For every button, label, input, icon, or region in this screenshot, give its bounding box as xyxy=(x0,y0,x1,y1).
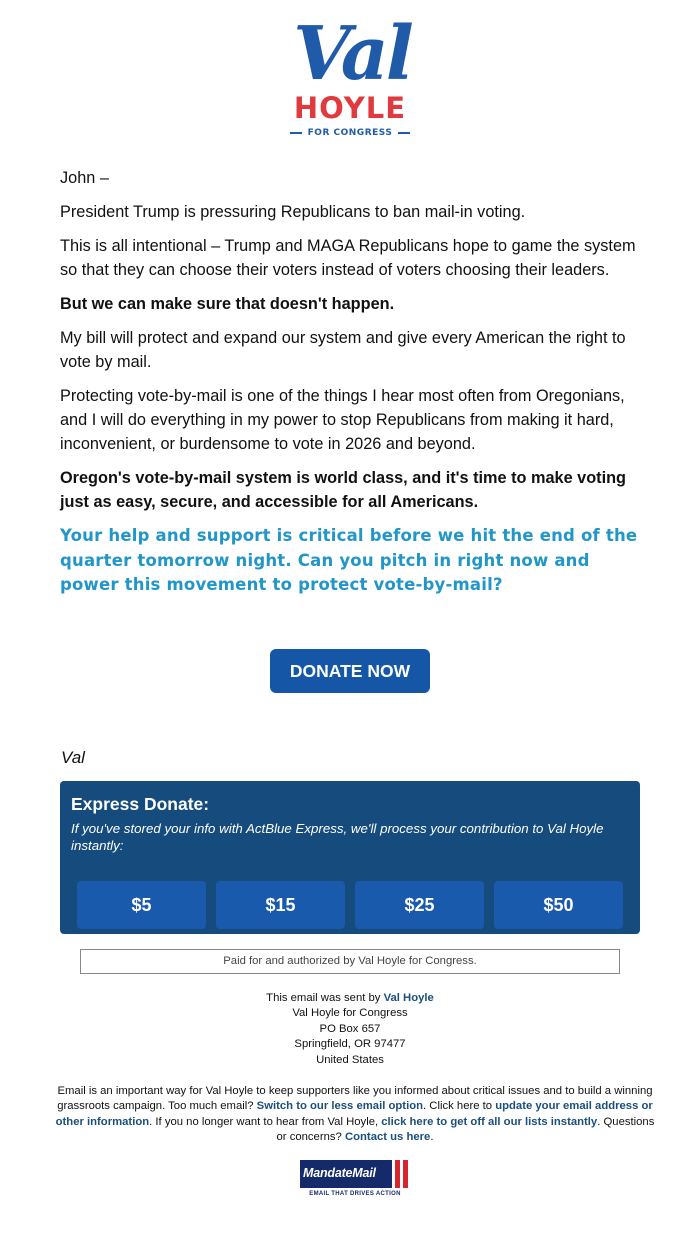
address-line-3: Springfield, OR 97477 xyxy=(294,1038,406,1051)
sent-by-prefix: This email was sent by xyxy=(266,992,381,1004)
paragraph-1: President Trump is pressuring Republicans to ban mail-in voting. xyxy=(60,203,526,221)
contact-link[interactable]: Contact us here xyxy=(344,1131,431,1144)
paragraph-6: Oregon's vote-by-mail system is world class, and it's time to make voting just as easy, secure, and accessible for all Americans. xyxy=(60,469,626,511)
fine-print-text-3: . If you no longer want to hear from Val Hoyle, xyxy=(149,1115,379,1128)
email-body xyxy=(60,166,640,608)
update-info-link[interactable]: update your email address or other information xyxy=(55,1100,653,1128)
mandatemail-name: MandateMail xyxy=(303,1166,376,1180)
signature: Val xyxy=(61,748,85,767)
express-amounts xyxy=(77,881,623,929)
express-donate-description: If you've stored your info with ActBlue Express, we'll process your contribution to Val Hoyle instantly: xyxy=(71,821,604,853)
paid-for-disclaimer: Paid for and authorized by Val Hoyle for Congress. xyxy=(80,949,620,974)
footer-fine-print xyxy=(55,1084,655,1146)
unsubscribe-link[interactable]: click here to get off all our lists instantly xyxy=(381,1115,598,1128)
paragraph-4: My bill will protect and expand our system and give every American the right to vote by mail. xyxy=(60,329,626,371)
footer-address xyxy=(60,991,640,1068)
amount-button-5[interactable]: $5 xyxy=(77,881,206,929)
logo-surname: HOYLE xyxy=(293,91,407,125)
mandatemail-tagline: EMAIL THAT DRIVES ACTION xyxy=(300,1188,410,1200)
express-donate-panel xyxy=(60,781,640,934)
logo-tagline-text: FOR CONGRESS xyxy=(307,128,393,138)
address-line-4: United States xyxy=(316,1053,384,1066)
sent-by-line xyxy=(60,991,640,1006)
fine-print-text-1: Email is an important way for Val Hoyle to keep supporters like you informed about critical issues and to build a winning grassroots campaign. Too much email? xyxy=(57,1085,653,1113)
mandatemail-logo[interactable] xyxy=(300,1160,410,1200)
fine-print-text-2: . Click here to xyxy=(423,1100,493,1113)
donation-callout-link[interactable]: Your help and support is critical before we hit the end of the quarter tomorrow night. Can you pitch in right now and power this movement to protect vote-by-mail? xyxy=(60,526,638,594)
amount-button-25[interactable]: $25 xyxy=(355,881,484,929)
paragraph-2: This is all intentional – Trump and MAGA Republicans hope to game the system so that they can choose their voters instead of voters choosing their leaders. xyxy=(60,237,636,279)
mandatemail-banner xyxy=(300,1160,410,1188)
logo-name: Val xyxy=(293,11,411,97)
campaign-logo xyxy=(264,10,436,142)
sent-by-link[interactable]: Val Hoyle xyxy=(383,992,434,1004)
amount-button-50[interactable]: $50 xyxy=(494,881,623,929)
flag-stripe-icon xyxy=(392,1160,410,1188)
paragraph-5: Protecting vote-by-mail is one of the things I hear most often from Oregonians, and I will do everything in my power to stop Republicans from making it hard, inconvenient, or burdensome to vote in 2026 and beyond. xyxy=(60,387,625,453)
express-donate-title: Express Donate: xyxy=(71,794,210,814)
address-line-1: Val Hoyle for Congress xyxy=(292,1007,408,1020)
amount-button-15[interactable]: $15 xyxy=(216,881,345,929)
logo-tagline xyxy=(264,128,436,139)
greeting: John – xyxy=(60,169,109,187)
paragraph-3: But we can make sure that doesn't happen. xyxy=(60,295,395,313)
address-line-2: PO Box 657 xyxy=(319,1022,381,1035)
less-email-link[interactable]: Switch to our less email option xyxy=(256,1100,424,1113)
fine-print-text-4: . Questions or concerns? xyxy=(276,1115,655,1144)
donate-now-button[interactable]: DONATE NOW xyxy=(270,649,430,693)
fine-print-text-5: . xyxy=(430,1131,434,1144)
